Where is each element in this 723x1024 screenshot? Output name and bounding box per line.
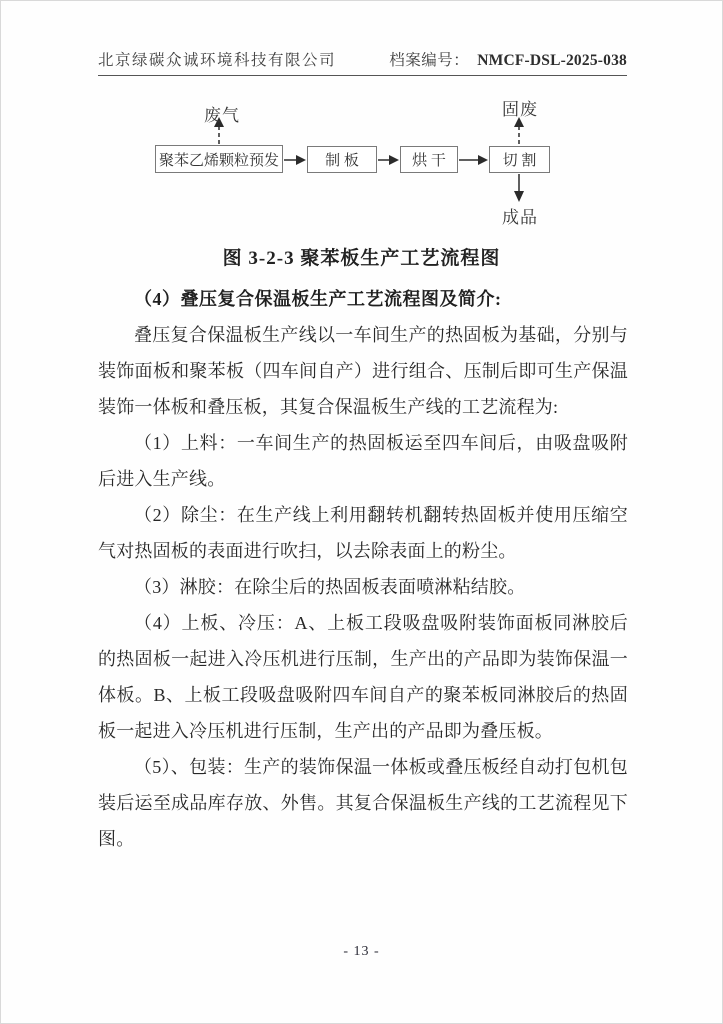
figure-caption: 图 3-2-3 聚苯板生产工艺流程图 xyxy=(222,248,501,269)
flow-arrow-3 xyxy=(459,155,488,165)
box-board-making: 制 板 xyxy=(307,146,377,173)
paragraph-step-2: （2）除尘：在生产线上利用翻转机翻转热固板并使用压缩空气对热固板的表面进行吹扫，以去除表面上的粉尘。 xyxy=(98,505,628,561)
product-label: 成品 xyxy=(502,208,538,227)
process-flowchart xyxy=(0,95,723,230)
solid-waste-label: 固废 xyxy=(502,100,538,119)
waste-gas-label: 废气 xyxy=(204,106,240,125)
paragraph-step-5: （5）、包装：生产的装饰保温一体板或叠压板经自动打包机包装后运至成品库存放、外售。其复合保温板生产线的工艺流程见下图。 xyxy=(98,757,628,849)
box-cutting: 切 割 xyxy=(489,146,550,173)
paragraph-step-4: （4）上板、冷压：A、上板工段吸盘吸附装饰面板同淋胶后的热固板一起进入冷压机进行压制，生产出的产品即为装饰保温一体板。B、上板工段吸盘吸附四车间自产的聚苯板同淋胶后的热固板一起进入冷压机进行压制，生产出的产品即为叠压板。 xyxy=(98,613,628,741)
archive-field xyxy=(389,48,627,70)
archive-label: 档案编号： xyxy=(389,52,470,69)
flow-arrow-2 xyxy=(378,155,399,165)
box-pre-expansion: 聚苯乙烯颗粒预发 xyxy=(155,145,283,173)
paragraph-intro: 叠压复合保温板生产线以一车间生产的热固板为基础，分别与装饰面板和聚苯板（四车间自产）进行组合、压制后即可生产保温装饰一体板和叠压板，其复合保温板生产线的工艺流程为: xyxy=(98,325,628,417)
paragraph-step-1: （1）上料：一车间生产的热固板运至四车间后，由吸盘吸附后进入生产线。 xyxy=(98,433,628,489)
product-arrow xyxy=(514,174,524,202)
section-heading: （4）叠压复合保温板生产工艺流程图及简介: xyxy=(134,289,502,309)
body-content xyxy=(98,281,628,857)
flow-arrow-1 xyxy=(284,155,306,165)
paragraph-step-3: （3）淋胶：在除尘后的热固板表面喷淋粘结胶。 xyxy=(134,577,526,597)
solid-waste-arrow xyxy=(514,117,524,144)
company-name: 北京绿碳众诚环境科技有限公司 xyxy=(98,52,337,69)
box-drying: 烘 干 xyxy=(400,146,458,173)
page-footer xyxy=(0,944,723,960)
page-number: - 13 - xyxy=(343,944,380,959)
page-header xyxy=(98,48,627,76)
archive-number: NMCF-DSL-2025-038 xyxy=(477,52,627,69)
